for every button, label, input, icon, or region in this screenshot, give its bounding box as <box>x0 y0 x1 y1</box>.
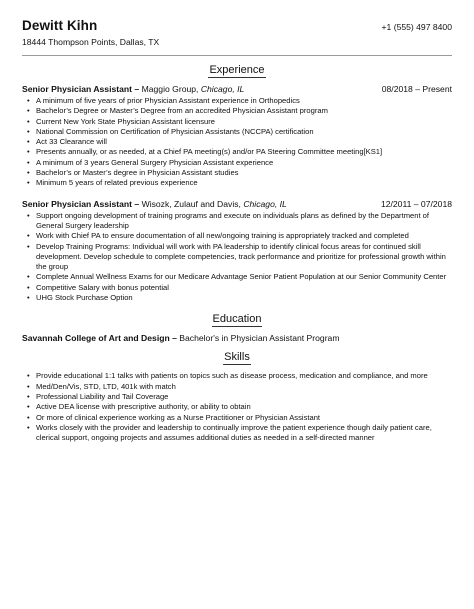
list-item: • Or more of clinical experience working as a Nurse Practitioner or Physician Assistant <box>36 413 452 423</box>
list-item: • Med/Den/Vis, STD, LTD, 401k with match <box>36 382 452 392</box>
list-item: • UHG Stock Purchase Option <box>36 293 452 303</box>
experience-heading <box>22 64 452 76</box>
job-title: Senior Physician Assistant <box>22 84 133 94</box>
list-item: • A minimum of five years of prior Physician Assistant experience in Orthopedics <box>36 96 452 106</box>
resume-header <box>22 18 452 33</box>
job-location: Chicago, IL <box>200 84 245 94</box>
job-heading <box>22 199 287 209</box>
job-dates: 08/2018 – Present <box>381 84 452 94</box>
job-header <box>22 84 452 94</box>
list-item: • Active DEA license with prescriptive authority, or ability to obtain <box>36 402 452 412</box>
list-item: • National Commission on Certification of Physician Assistants (NCCPA) certification <box>36 127 452 137</box>
skills-list <box>22 371 452 443</box>
list-item: • A minimum of 3 years General Surgery Physician Assistant experience <box>36 158 452 168</box>
list-item: • Provide educational 1:1 talks with patients on topics such as disease process, medication and compliance, and more <box>36 371 452 381</box>
address: 18444 Thompson Points, Dallas, TX <box>22 37 160 47</box>
job-heading <box>22 84 244 94</box>
job-dates: 12/2011 – 07/2018 <box>380 198 452 209</box>
list-item: • Presents annually, or as needed, at a Chief PA meeting(s) and/or PA Steering Committee meeting[KS1] <box>36 147 452 157</box>
degree: Bachelor's in Physician Assistant Program <box>179 333 340 344</box>
candidate-name: Dewitt Kihn <box>22 18 98 33</box>
list-item: • Minimum 5 years of related previous experience <box>36 178 452 188</box>
job-entry <box>22 199 452 304</box>
list-item: • Works closely with the provider and leadership to continually improve the patient experience though daily patient care, clerical support, ongoing projects and assumes additional duties as needed in a self-directed manner <box>36 423 452 444</box>
list-item: • Current New York State Physician Assistant licensure <box>36 117 452 127</box>
education-heading-text: Education <box>212 313 262 326</box>
school-name: Savannah College of Art and Design <box>22 333 170 344</box>
job-location: Chicago, IL <box>243 198 287 209</box>
job-header <box>22 199 452 209</box>
list-item: • Work with Chief PA to ensure documentation of all new/ongoing training is appropriately tracked and completed <box>36 231 452 241</box>
list-item: • Bachelor’s or Master’s degree in Physician Assistant studies <box>36 168 452 178</box>
experience-heading-text: Experience <box>209 64 265 76</box>
education-dash: – <box>169 333 180 344</box>
list-item: • Act 33 Clearance will <box>36 137 452 147</box>
list-item: • Complete Annual Wellness Exams for our Medicare Advantage Senior Patient Population at our Senior Community Center <box>36 272 452 282</box>
list-item: • Professional Liability and Tail Coverage <box>36 392 452 402</box>
education-entry <box>22 333 452 343</box>
list-item: • Competitive Salary with bonus potential <box>36 283 452 293</box>
skills-heading-text: Skills <box>224 351 250 364</box>
job-company: Wisozk, Zulauf and Davis, <box>141 198 244 209</box>
job-entry <box>22 84 452 189</box>
list-item: • Develop Training Programs: Individual will work with PA leadership to identify clinical focus areas for continued skill development. Develop schedule to complete competencies, track performance and prioritize for professional growth within the group <box>36 242 452 273</box>
job-title: Senior Physician Assistant <box>22 198 133 209</box>
job-bullets <box>22 96 452 189</box>
list-item: • Bachelor’s Degree or Master’s Degree from an accredited Physician Assistant program <box>36 106 452 116</box>
header-divider <box>22 55 452 56</box>
job-bullets <box>22 211 452 304</box>
phone-number: +1 (555) 497 8400 <box>381 22 452 32</box>
job-dash: – <box>132 84 142 94</box>
job-company: Maggio Group, <box>141 84 201 94</box>
list-item: • Support ongoing development of training programs and execute on individuals plans as defined by the Department of General Surgery leadership <box>36 211 452 232</box>
skills-heading <box>22 351 452 363</box>
job-dash: – <box>132 198 142 209</box>
education-heading <box>22 313 452 325</box>
